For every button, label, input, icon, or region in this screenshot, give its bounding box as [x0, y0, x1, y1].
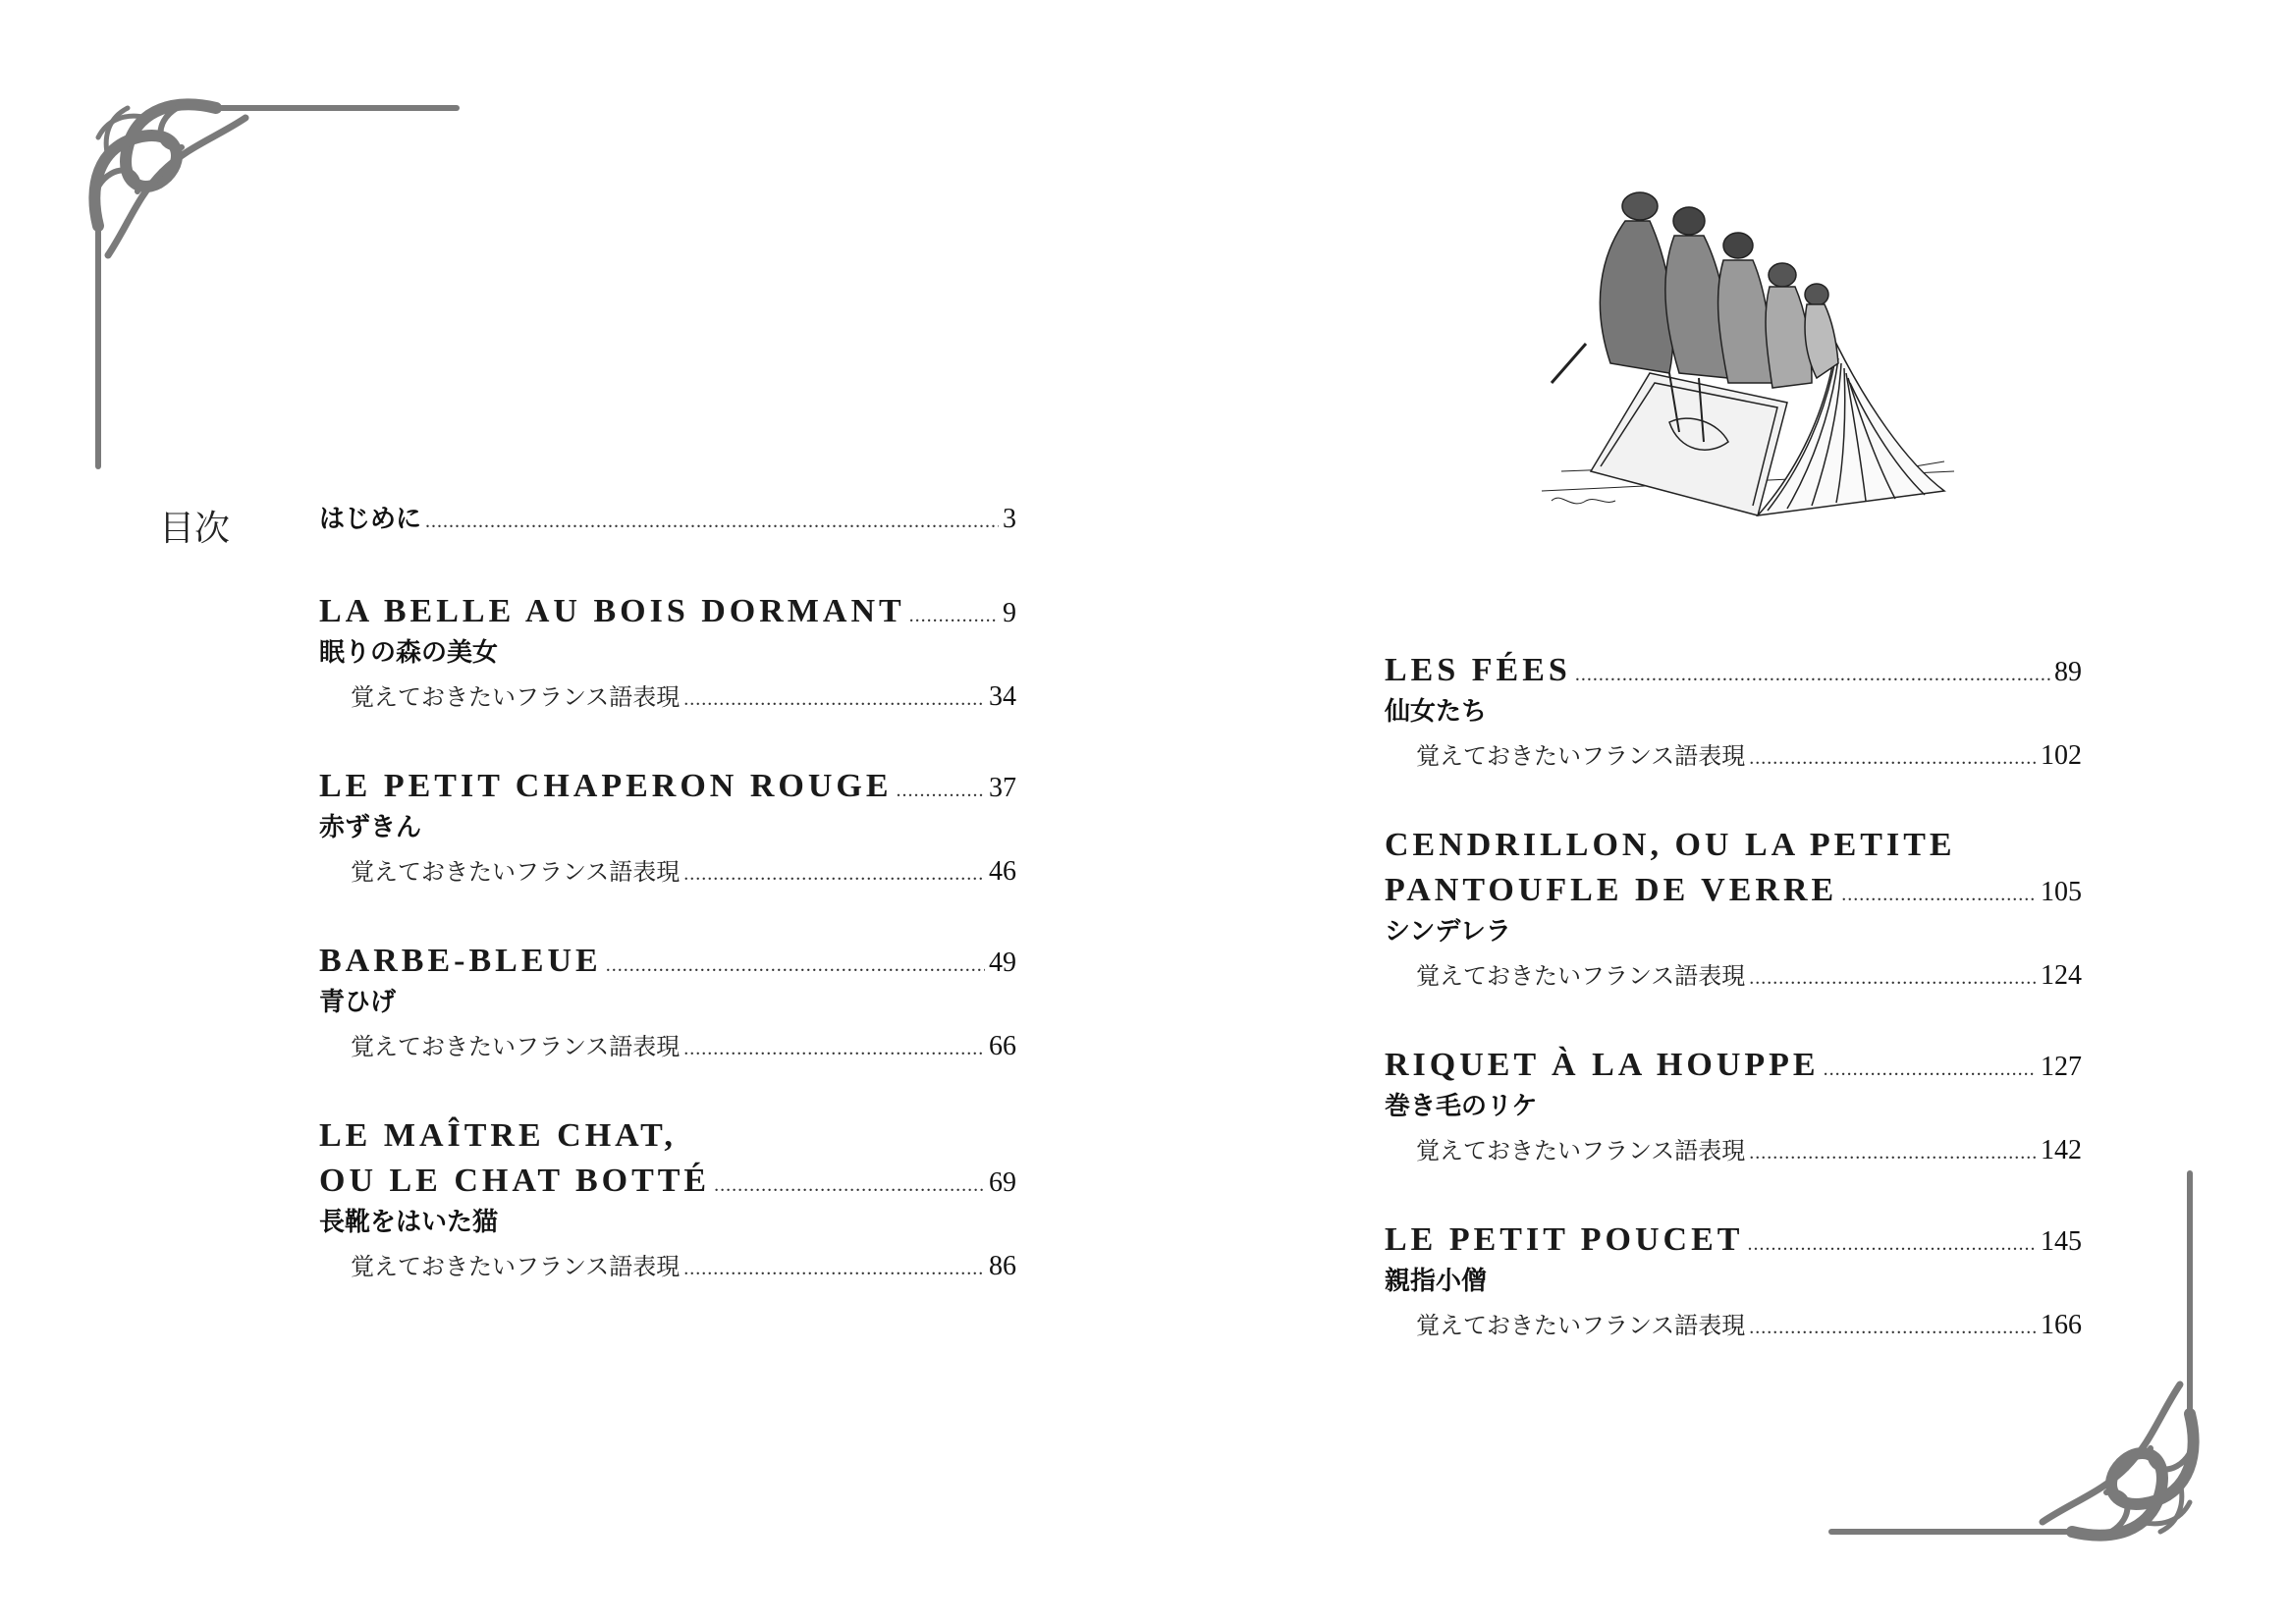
dot-leader: [897, 780, 985, 802]
book-engraving-illustration: [1532, 177, 1964, 530]
toc-entry-story[interactable]: [1385, 1043, 2082, 1166]
toc-column-right: [1385, 648, 2082, 1392]
page-number: 166: [2041, 1310, 2082, 1340]
page-number: 102: [2041, 740, 2082, 771]
dot-leader: [1749, 967, 2037, 990]
dot-leader: [683, 1258, 985, 1280]
dot-leader: [909, 605, 999, 627]
french-title-line: LE MAÎTRE CHAT,: [319, 1117, 677, 1154]
toc-entry-story[interactable]: [319, 939, 1016, 1062]
french-title: LES FÉES: [1385, 652, 1571, 688]
expressions-label: 覚えておきたいフランス語表現: [351, 683, 681, 711]
page-number: 66: [989, 1031, 1016, 1061]
french-title: LA BELLE AU BOIS DORMANT: [319, 593, 905, 629]
intro-label: はじめに: [319, 505, 422, 534]
japanese-title: 青ひげ: [319, 988, 397, 1017]
page-number: 142: [2041, 1135, 2082, 1165]
japanese-title: 仙女たち: [1385, 697, 1488, 727]
toc-sub-entry[interactable]: [319, 852, 1016, 888]
expressions-label: 覚えておきたいフランス語表現: [351, 858, 681, 886]
dot-leader: [1749, 1142, 2037, 1164]
expressions-label: 覚えておきたいフランス語表現: [1416, 742, 1746, 770]
toc-entry-story[interactable]: [1385, 1218, 2082, 1341]
dot-leader: [425, 511, 999, 533]
page-number: 49: [989, 947, 1016, 978]
french-title: LE PETIT POUCET: [1385, 1221, 1744, 1258]
expressions-label: 覚えておきたいフランス語表現: [351, 1033, 681, 1060]
dot-leader: [1749, 1317, 2037, 1339]
toc-entry-story[interactable]: [319, 1113, 1016, 1282]
page-number: 69: [989, 1167, 1016, 1198]
toc-entry-story[interactable]: [319, 764, 1016, 888]
page-number: 86: [989, 1251, 1016, 1281]
page-number: 3: [1003, 504, 1016, 534]
toc-sub-entry[interactable]: [319, 1247, 1016, 1282]
dot-leader: [1747, 1233, 2037, 1256]
page-number: 34: [989, 681, 1016, 712]
toc-sub-entry[interactable]: [319, 1027, 1016, 1062]
page-number: 124: [2041, 960, 2082, 991]
page-number: 9: [1003, 598, 1016, 628]
dot-leader: [1841, 884, 2037, 906]
japanese-title: 長靴をはいた猫: [319, 1208, 499, 1237]
japanese-title: 親指小僧: [1385, 1267, 1488, 1296]
expressions-label: 覚えておきたいフランス語表現: [1416, 1137, 1746, 1164]
page-number: 127: [2041, 1052, 2082, 1082]
toc-column-left: [319, 501, 1016, 1333]
dot-leader: [683, 1038, 985, 1060]
toc-heading: 目次: [159, 509, 231, 549]
japanese-title: シンデレラ: [1385, 917, 1511, 947]
dot-leader: [606, 954, 985, 977]
dot-leader: [714, 1174, 985, 1197]
expressions-label: 覚えておきたいフランス語表現: [351, 1253, 681, 1280]
toc-entry-story[interactable]: [1385, 823, 2082, 992]
page-number: 89: [2054, 657, 2082, 687]
page-number: 37: [989, 773, 1016, 803]
french-title: RIQUET À LA HOUPPE: [1385, 1047, 1820, 1083]
dot-leader: [683, 688, 985, 711]
french-title: LE PETIT CHAPERON ROUGE: [319, 768, 893, 804]
french-title-line: CENDRILLON, OU LA PETITE: [1385, 827, 1956, 863]
page-number: 145: [2041, 1226, 2082, 1257]
dot-leader: [1749, 747, 2037, 770]
expressions-label: 覚えておきたいフランス語表現: [1416, 1312, 1746, 1339]
french-title-line: OU LE CHAT BOTTÉ: [319, 1163, 711, 1199]
toc-sub-entry[interactable]: [1385, 736, 2082, 772]
japanese-title: 巻き毛のリケ: [1385, 1092, 1538, 1121]
toc-entry-story[interactable]: [319, 589, 1016, 713]
toc-sub-entry[interactable]: [1385, 1131, 2082, 1166]
japanese-title: 赤ずきん: [319, 813, 422, 842]
dot-leader: [1824, 1058, 2037, 1081]
dot-leader: [683, 863, 985, 886]
toc-entry-story[interactable]: [1385, 648, 2082, 772]
french-title-line: PANTOUFLE DE VERRE: [1385, 872, 1838, 908]
page-number: 105: [2041, 877, 2082, 907]
toc-sub-entry[interactable]: [1385, 956, 2082, 992]
japanese-title: 眠りの森の美女: [319, 638, 499, 668]
toc-sub-entry[interactable]: [319, 677, 1016, 713]
corner-ornament-top-left: [69, 79, 462, 471]
french-title: BARBE-BLEUE: [319, 943, 602, 979]
toc-entry-intro[interactable]: [319, 501, 1016, 538]
dot-leader: [1575, 664, 2050, 686]
page-number: 46: [989, 856, 1016, 887]
toc-sub-entry[interactable]: [1385, 1306, 2082, 1341]
expressions-label: 覚えておきたいフランス語表現: [1416, 962, 1746, 990]
